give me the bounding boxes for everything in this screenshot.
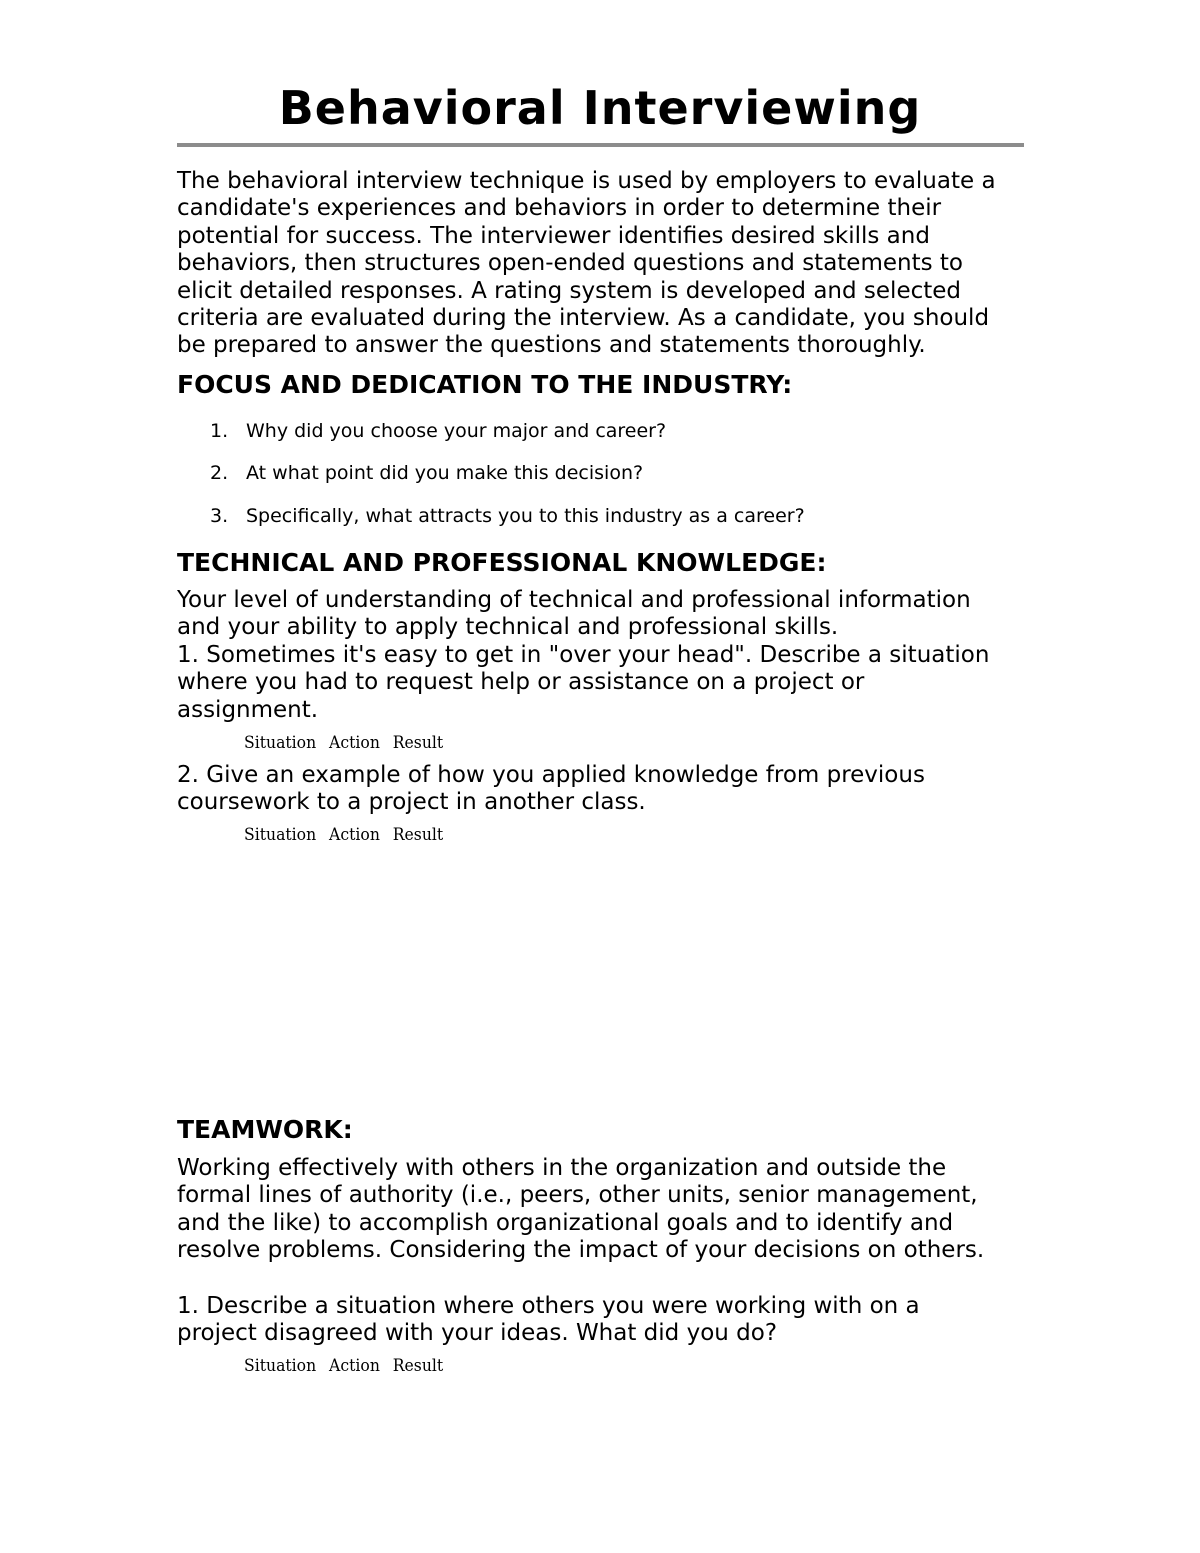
teamwork-desc-line: Working effectively with others in the organization and outside the	[177, 1155, 947, 1181]
intro-line: The behavioral interview technique is used by employers to evaluate a	[177, 168, 996, 194]
list-item-text: Specifically, what attracts you to this industry as a career?	[246, 505, 805, 527]
teamwork-question-1	[177, 1293, 1027, 1348]
list-item-text: At what point did you make this decision?	[246, 462, 644, 484]
list-item-text: Why did you choose your major and career?	[246, 420, 667, 442]
result-label: Result	[392, 1356, 444, 1376]
teamwork-desc-line: formal lines of authority (i.e., peers, other units, senior management,	[177, 1182, 978, 1209]
focus-heading: FOCUS AND DEDICATION TO THE INDUSTRY:	[177, 370, 793, 399]
technical-question-2-line: 2. Give an example of how you applied knowledge from previous	[177, 762, 925, 788]
technical-question-1-line: assignment.	[177, 696, 319, 723]
intro-paragraph	[177, 168, 1027, 360]
action-label: Action	[329, 1356, 380, 1376]
intro-line: candidate's experiences and behaviors in order to determine their	[177, 195, 942, 222]
list-item	[210, 461, 643, 485]
teamwork-question-1-line: 1. Describe a situation where others you were working with on a	[177, 1293, 920, 1319]
intro-line: behaviors, then structures open-ended questions and statements to	[177, 250, 963, 277]
intro-line: potential for success. The interviewer identifies desired skills and	[177, 222, 930, 249]
action-label: Action	[329, 733, 380, 753]
action-label: Action	[329, 825, 380, 845]
teamwork-description	[177, 1155, 1027, 1265]
result-label: Result	[392, 825, 444, 845]
technical-description	[177, 587, 1027, 724]
list-item-number: 1.	[210, 420, 229, 442]
situation-label: Situation	[244, 733, 317, 753]
result-label: Result	[392, 733, 444, 753]
list-item	[210, 504, 805, 528]
situation-label: Situation	[244, 1356, 317, 1376]
intro-line: be prepared to answer the questions and statements thoroughly.	[177, 332, 926, 359]
technical-desc-line: Your level of understanding of technical and professional information	[177, 587, 971, 613]
title-divider	[177, 143, 1024, 147]
situation-label: Situation	[244, 825, 317, 845]
technical-question-1-line: 1. Sometimes it's easy to get in "over your head". Describe a situation	[177, 641, 990, 668]
technical-question-2-line: coursework to a project in another class.	[177, 789, 646, 816]
technical-question-2	[177, 762, 1027, 817]
teamwork-desc-line: and the like) to accomplish organizational goals and to identify and	[177, 1209, 954, 1236]
sar-labels	[244, 732, 456, 754]
technical-heading: TECHNICAL AND PROFESSIONAL KNOWLEDGE:	[177, 548, 827, 577]
list-item	[210, 419, 666, 443]
teamwork-question-1-line: project disagreed with your ideas. What did you do?	[177, 1320, 778, 1347]
teamwork-desc-line: resolve problems. Considering the impact of your decisions on others.	[177, 1237, 985, 1264]
technical-question-1-line: where you had to request help or assistance on a project or	[177, 669, 865, 696]
sar-labels	[244, 824, 456, 846]
teamwork-heading: TEAMWORK:	[177, 1115, 353, 1144]
list-item-number: 3.	[210, 505, 229, 527]
intro-line: criteria are evaluated during the interview. As a candidate, you should	[177, 305, 990, 332]
page-title: Behavioral Interviewing	[278, 81, 922, 135]
intro-line: elicit detailed responses. A rating system is developed and selected	[177, 277, 962, 304]
list-item-number: 2.	[210, 462, 229, 484]
sar-labels	[244, 1355, 456, 1377]
technical-desc-line: and your ability to apply technical and professional skills.	[177, 614, 839, 641]
